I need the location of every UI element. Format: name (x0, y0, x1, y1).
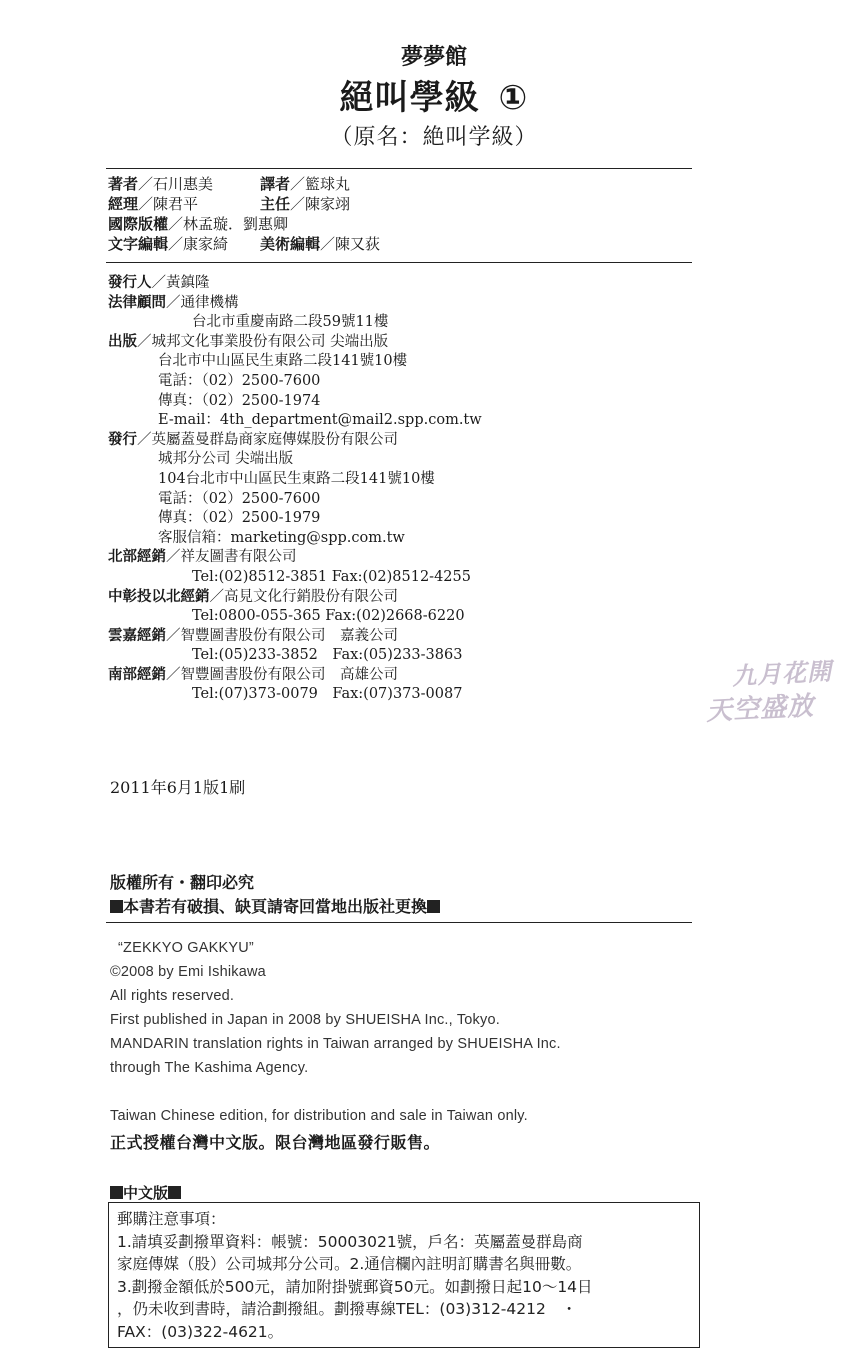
credit-value: ／籃球丸 (290, 175, 351, 193)
credit-value: ／石川惠美 (138, 175, 214, 193)
publishing-value: Tel:(05)233-3852 Fax:(05)233-3863 (192, 647, 463, 664)
publishing-line (108, 470, 708, 490)
english-copyright: ©2008 by Emi Ishikawa (110, 964, 266, 980)
publishing-line (108, 352, 708, 372)
mail-order-line: 家庭傳媒（股）公司城邦分公司。2.通信欄內註明訂購書名與冊數。 (117, 1255, 582, 1274)
publishing-label: 出版 (108, 333, 137, 350)
publishing-value: 電話：（02）2500-7600 (158, 372, 321, 389)
publishing-value: E-mail：4th_department@mail2.spp.com.tw (158, 412, 482, 429)
credit-label: 文字編輯 (108, 235, 169, 253)
publishing-line (108, 607, 708, 627)
publishing-line (108, 548, 708, 568)
credit-label: 美術編輯 (260, 235, 321, 253)
english-translation-rights: MANDARIN translation rights in Taiwan arranged by SHUEISHA Inc. (110, 1036, 561, 1052)
publishing-label: 發行人 (108, 275, 152, 291)
english-rights: All rights reserved. (110, 988, 235, 1004)
damage-notice (110, 894, 440, 917)
publishing-value: 電話：（02）2500-7600 (158, 490, 321, 507)
bullet-square-icon (168, 1186, 181, 1199)
publishing-value: Tel:0800-055-365 Fax:(02)2668-6220 (192, 608, 465, 625)
credits-block (108, 174, 688, 254)
publishing-label: 中彰投以北經銷 (108, 588, 210, 605)
publishing-value: ／英屬蓋曼群島商家庭傳媒股份有限公司 (137, 431, 398, 448)
publishing-line (108, 529, 708, 549)
publishing-line (108, 411, 708, 431)
credit-row (108, 194, 688, 214)
publishing-value: ／祥友圖書有限公司 (166, 549, 297, 566)
publishing-line (108, 627, 708, 647)
credit-value: ／陳君平 (138, 195, 199, 213)
credit-label: 經理 (108, 195, 139, 213)
publishing-value: 城邦分公司 尖端出版 (158, 451, 294, 468)
title-text: 絕叫學級 (339, 78, 480, 118)
bullet-square-icon (110, 1186, 123, 1199)
publishing-line (108, 568, 708, 588)
divider-copyright (106, 922, 692, 923)
mail-order-box (108, 1202, 700, 1348)
english-first-published: First published in Japan in 2008 by SHUEISHA Inc., Tokyo. (110, 1012, 500, 1028)
volume-number: ① (498, 78, 529, 118)
chinese-edition-tag (110, 1182, 181, 1203)
publishing-line (108, 666, 708, 686)
publishing-line (108, 274, 708, 294)
mail-order-line: 1.請填妥劃撥單資料：帳號：50003021號，戶名：英屬蓋曼群島商 (117, 1232, 583, 1251)
taiwan-edition-chinese: 正式授權台灣中文版。限台灣地區發行販售。 (110, 1133, 441, 1152)
edition-line: 2011年6月1版1刷 (110, 778, 246, 797)
publishing-block (108, 274, 708, 705)
publishing-line (108, 490, 708, 510)
publishing-line (108, 392, 708, 412)
taiwan-edition-english: Taiwan Chinese edition, for distribution and sale in Taiwan only. (110, 1108, 528, 1124)
book-title (0, 70, 868, 119)
original-title: （原名：絶叫学級） (330, 125, 538, 150)
publishing-value: ／城邦文化事業股份有限公司 尖端出版 (137, 333, 389, 350)
publishing-value: 104台北市中山區民生東路二段141號10樓 (158, 470, 435, 487)
divider-top (106, 168, 692, 169)
publishing-value: ／通律機構 (166, 294, 239, 311)
publishing-value: ／智豐圖書股份有限公司 高雄公司 (166, 666, 398, 683)
publishing-line (108, 372, 708, 392)
publishing-label: 法律顧問 (108, 294, 166, 311)
publishing-label: 南部經銷 (108, 666, 166, 683)
publishing-label: 北部經銷 (108, 549, 166, 566)
chinese-edition-text: 中文版 (123, 1184, 169, 1202)
publishing-value: ／高見文化行銷股份有限公司 (209, 588, 398, 605)
publishing-value: 傳真：（02）2500-1974 (158, 392, 321, 409)
mail-order-heading: 郵購注意事項： (117, 1210, 226, 1228)
credit-value: ／林孟璇．劉惠卿 (168, 215, 289, 233)
bullet-square-icon (110, 900, 123, 913)
mail-order-line: FAX：(03)322-4621。 (117, 1322, 284, 1341)
publishing-line (108, 313, 708, 333)
mail-order-line: ，仍未收到書時，請洽劃撥組。劃撥專線TEL：(03)312-4212 ・ (117, 1300, 577, 1319)
imprint-name: 夢夢館 (400, 45, 467, 70)
bullet-square-icon (427, 900, 440, 913)
publishing-line (108, 646, 708, 666)
publishing-value: 台北市中山區民生東路二段141號10樓 (158, 353, 408, 370)
credit-value: ／康家綺 (168, 235, 229, 253)
publishing-line (108, 588, 708, 608)
credit-row (108, 174, 688, 194)
publishing-value: Tel:(07)373-0079 Fax:(07)373-0087 (192, 686, 463, 703)
publishing-value: ／智豐圖書股份有限公司 嘉義公司 (166, 627, 398, 644)
damage-notice-text: 本書若有破損、缺頁請寄回當地出版社更換 (123, 897, 428, 916)
credit-row (108, 214, 688, 234)
publishing-line (108, 685, 708, 705)
english-title: “ZEKKYO GAKKYU” (118, 940, 254, 956)
divider-credits (106, 262, 692, 263)
publishing-value: ／黃鎮隆 (151, 275, 210, 291)
credit-label: 著者 (108, 175, 139, 193)
credit-label: 主任 (260, 195, 291, 213)
publishing-line (108, 294, 708, 314)
publishing-value: 台北市重慶南路二段59號11樓 (192, 314, 389, 331)
publishing-line (108, 431, 708, 451)
credit-value: ／陳家翊 (290, 195, 351, 213)
publishing-line (108, 509, 708, 529)
credit-row (108, 234, 688, 254)
publishing-label: 發行 (108, 431, 137, 448)
english-agency: through The Kashima Agency. (110, 1060, 309, 1076)
publishing-value: 傳真：（02）2500-1979 (158, 510, 321, 527)
copyright-notice: 版權所有・翻印必究 (110, 873, 255, 892)
publishing-line (108, 450, 708, 470)
credit-label: 國際版權 (108, 215, 169, 233)
mail-order-line: 3.劃撥金額低於500元，請加附掛號郵資50元。如劃撥日起10～14日 (117, 1277, 593, 1296)
publishing-value: Tel:(02)8512-3851 Fax:(02)8512-4255 (192, 568, 471, 585)
publishing-label: 雲嘉經銷 (108, 627, 166, 644)
publishing-value: 客服信箱：marketing@spp.com.tw (158, 529, 405, 546)
credit-value: ／陳又荻 (320, 235, 381, 253)
credit-label: 譯者 (260, 175, 291, 193)
watermark-line2: 天空盛放 (705, 690, 815, 726)
watermark-line1: 九月花開 (731, 658, 833, 691)
publishing-line (108, 333, 708, 353)
